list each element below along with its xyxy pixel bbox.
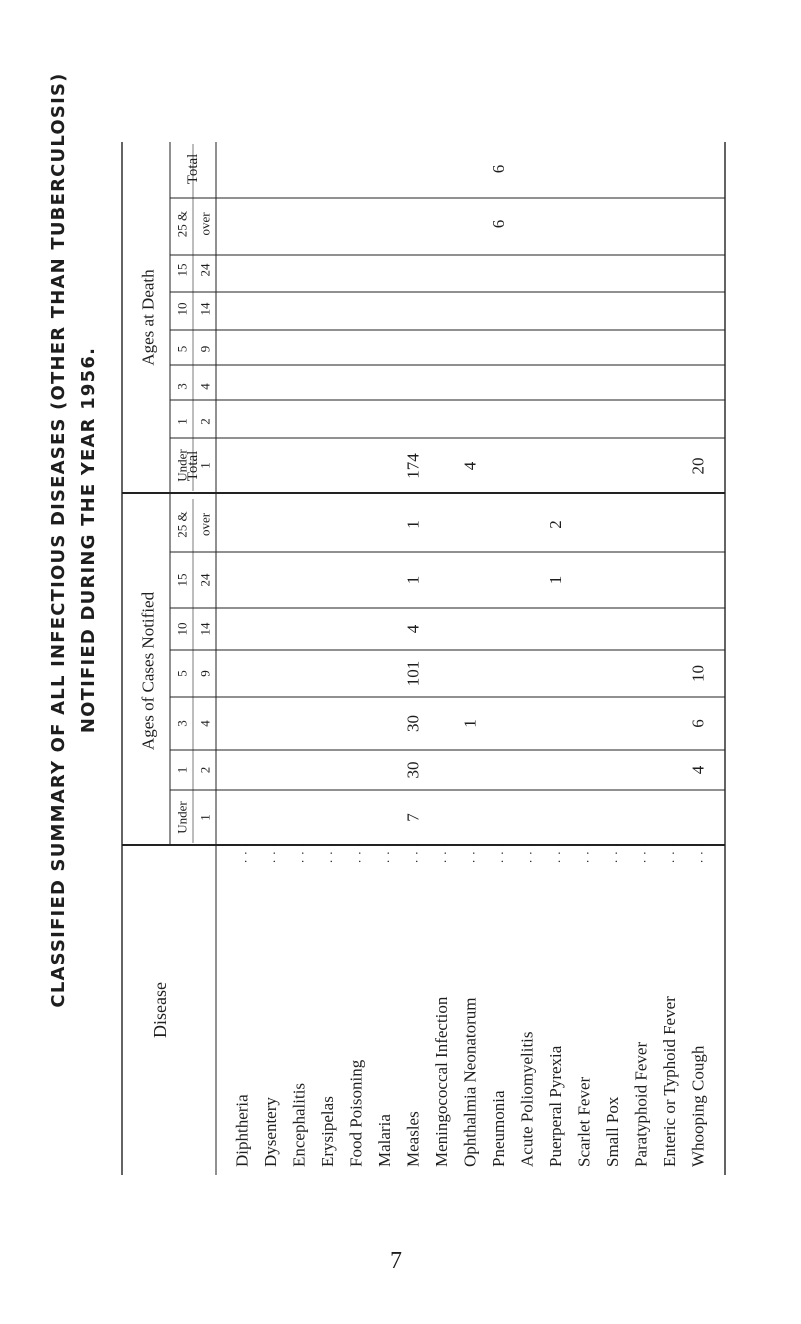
- disease-leader-0: ...: [234, 838, 250, 863]
- disease-leader-10: ...: [519, 838, 535, 863]
- notified-cell-6-3: 101: [403, 660, 423, 687]
- notified-cell-11-6: 2: [546, 520, 565, 529]
- disease-name-5: Malaria: [375, 1114, 394, 1167]
- death-age-top-0: Under: [174, 449, 190, 482]
- notified-age-bottom-4: 14: [197, 622, 213, 636]
- death-age-bottom-0: 1: [197, 462, 213, 469]
- notified-cell-16-7: 20: [688, 457, 708, 475]
- notified-age-bottom-0: 1: [197, 814, 213, 821]
- notified-cell-6-7: 174: [403, 453, 423, 479]
- notified-header: Ages of Cases Notified: [138, 591, 158, 751]
- disease-leader-2: ...: [291, 838, 307, 863]
- notified-age-top-7: Total: [185, 450, 201, 482]
- disease-name-12: Scarlet Fever: [574, 1076, 594, 1167]
- disease-leader-13: ...: [605, 838, 620, 863]
- disease-name-11: Puerperal Pyrexia: [546, 1045, 565, 1167]
- notified-cell-6-0: 7: [403, 813, 423, 822]
- death-age-top-2: 3: [174, 383, 190, 390]
- disease-name-14: Paratyphoid Fever: [631, 1041, 651, 1167]
- death-cell-9-7: 6: [489, 164, 508, 174]
- death-age-top-6: 25 &: [174, 210, 190, 238]
- notified-age-bottom-3: 9: [197, 670, 213, 677]
- disease-leader-16: ...: [690, 838, 706, 863]
- disease-name-3: Erysipelas: [318, 1096, 337, 1167]
- disease-leader-14: ...: [633, 838, 649, 863]
- disease-name-6: Measles: [403, 1111, 423, 1167]
- table-rows: [233, 165, 708, 1167]
- table-headers: [139, 154, 213, 1038]
- notified-cell-6-6: 1: [403, 520, 423, 529]
- notified-age-top-0: Under: [174, 801, 190, 834]
- disease-name-0: Diphtheria: [232, 1094, 252, 1167]
- table-grid: [122, 142, 725, 1175]
- disease-name-2: Encephalitis: [289, 1082, 309, 1167]
- page-number: 7: [390, 1248, 402, 1274]
- notified-cell-16-3: 10: [688, 665, 708, 682]
- disease-name-7: Meningococcal Infection: [432, 996, 451, 1167]
- notified-cell-16-2: 6: [688, 719, 708, 728]
- death-age-top-3: 5: [174, 345, 190, 353]
- death-age-bottom-4: 14: [197, 302, 213, 316]
- notified-cell-8-2: 1: [460, 719, 480, 728]
- death-age-top-1: 1: [174, 418, 190, 425]
- death-age-bottom-5: 24: [197, 263, 213, 277]
- notified-cell-6-4: 4: [403, 624, 423, 634]
- disease-name-13: Small Pox: [603, 1096, 622, 1167]
- title-line-2: NOTIFIED DURING THE YEAR 1956.: [78, 346, 99, 734]
- notified-cell-6-1: 30: [403, 761, 423, 779]
- notified-cell-6-5: 1: [403, 575, 423, 585]
- death-age-bottom-3: 9: [197, 345, 213, 353]
- death-age-top-5: 15: [174, 263, 190, 277]
- notified-age-bottom-5: 24: [197, 573, 213, 587]
- notified-age-top-5: 15: [174, 573, 190, 587]
- notified-age-top-4: 10: [174, 622, 190, 636]
- disease-name-15: Enteric or Typhoid Fever: [660, 996, 679, 1167]
- disease-leader-6: ...: [405, 838, 421, 863]
- death-age-top-7: Total: [185, 153, 201, 185]
- death-age-top-4: 10: [174, 302, 190, 316]
- title-line-1: CLASSIFIED SUMMARY OF ALL INFECTIOUS DISEASES (OTHER THAN TUBERCULOSIS): [48, 72, 69, 1008]
- disease-leader-15: ...: [662, 838, 677, 863]
- notified-age-top-1: 1: [174, 766, 190, 774]
- disease-name-4: Food Poisoning: [346, 1059, 366, 1167]
- disease-header: Disease: [150, 982, 170, 1038]
- notified-age-top-2: 3: [174, 720, 190, 727]
- notified-age-bottom-1: 2: [197, 766, 213, 774]
- notified-age-top-6: 25 &: [174, 511, 190, 538]
- disease-leader-12: ...: [576, 838, 592, 863]
- disease-leader-11: ...: [548, 838, 563, 863]
- death-header: Ages at Death: [138, 269, 158, 366]
- disease-leader-1: ...: [263, 838, 278, 863]
- disease-name-8: Ophthalmia Neonatorum: [460, 997, 480, 1167]
- notified-cell-16-1: 4: [688, 765, 708, 775]
- notified-cell-8-7: 4: [460, 461, 480, 471]
- disease-leader-5: ...: [377, 838, 392, 863]
- disease-name-16: Whooping Cough: [688, 1045, 708, 1167]
- notified-age-bottom-6: over: [197, 512, 213, 537]
- disease-leader-8: ...: [462, 838, 478, 863]
- death-age-bottom-2: 4: [197, 383, 213, 390]
- disease-name-9: Pneumonia: [489, 1090, 508, 1167]
- disease-name-1: Dysentery: [261, 1097, 280, 1167]
- notified-cell-11-5: 1: [546, 575, 565, 585]
- disease-leader-7: ...: [434, 838, 449, 863]
- notified-cell-6-2: 30: [403, 715, 423, 732]
- death-cell-9-6: 6: [489, 219, 508, 229]
- disease-leader-9: ...: [491, 838, 506, 863]
- notified-age-bottom-2: 4: [197, 720, 213, 727]
- death-age-bottom-6: over: [197, 212, 213, 236]
- notified-age-top-3: 5: [174, 670, 190, 677]
- death-age-bottom-1: 2: [197, 418, 213, 425]
- disease-leader-3: ...: [320, 838, 335, 863]
- disease-name-10: Acute Poliomyelitis: [517, 1031, 537, 1167]
- disease-leader-4: ...: [348, 838, 364, 863]
